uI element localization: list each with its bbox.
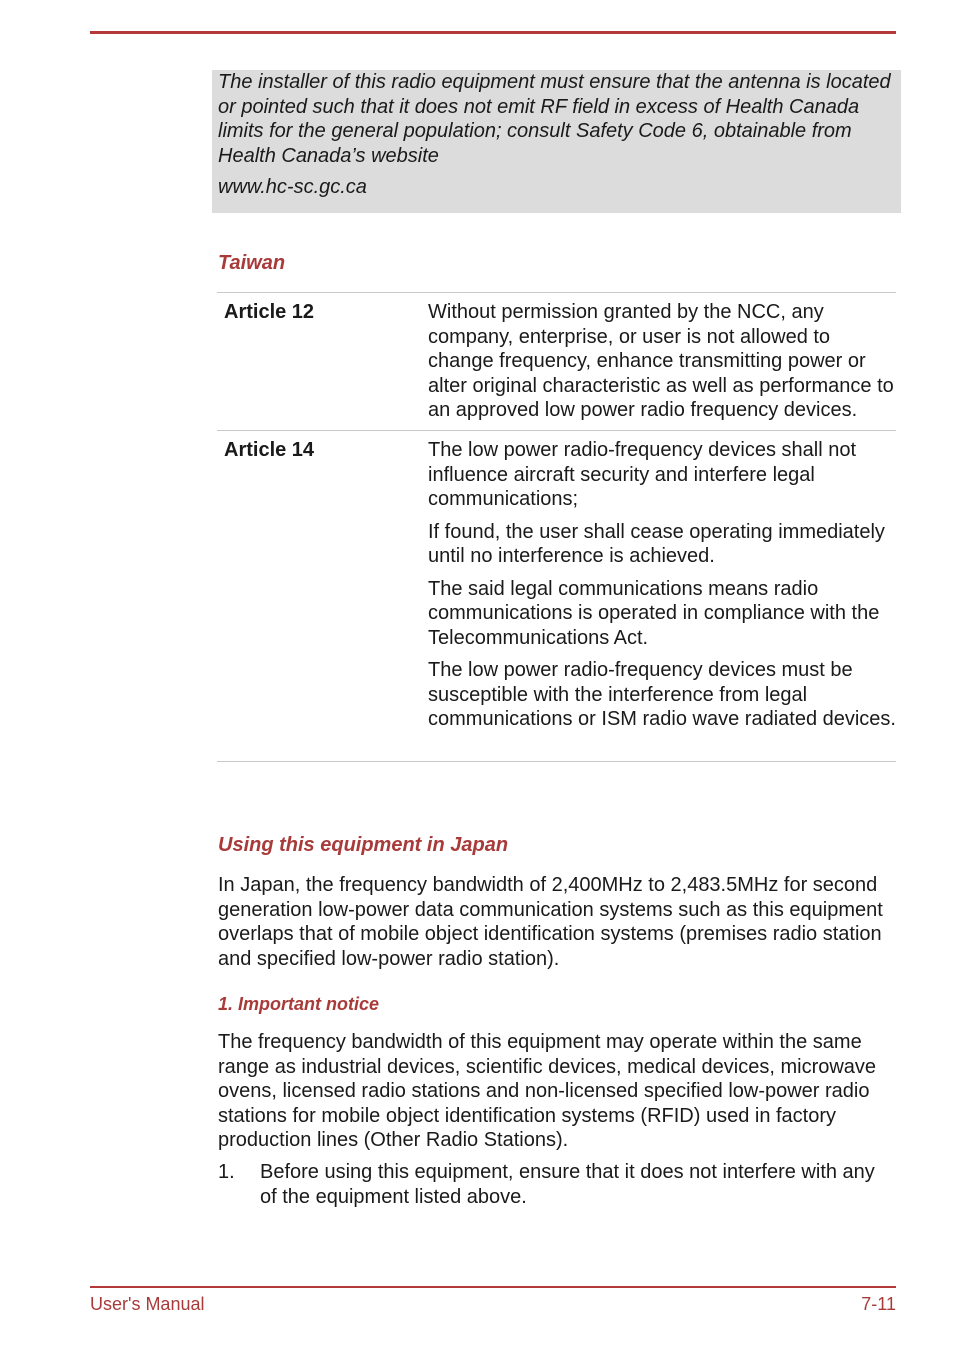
note-url: www.hc-sc.gc.ca xyxy=(218,176,367,198)
list-number: 1. xyxy=(218,1161,235,1183)
table-row xyxy=(217,430,896,762)
section-heading-japan: Using this equipment in Japan xyxy=(218,834,509,856)
article-label: Article 14 xyxy=(224,439,315,461)
article-paragraph: The said legal communications means radio communications is operated in compliance with the Telecommunications Act. xyxy=(428,577,880,649)
header-rule xyxy=(90,31,896,34)
article-paragraph: The low power radio-frequency devices shall not influence aircraft security and interfere legal communications; xyxy=(428,439,856,510)
article-body xyxy=(428,300,898,431)
subsection-heading-important-notice: 1. Important notice xyxy=(218,994,380,1014)
notice-paragraph: The frequency bandwidth of this equipment may operate within the same range as industrial devices, scientific devices, medical devices, microwave ovens, licensed radio stations and non-licensed specified low-power radio stations for mobile object identification systems (RFID) used in factory production lines (Other Radio Stations). xyxy=(218,1031,877,1151)
article-paragraph: Without permission granted by the NCC, any company, enterprise, or user is not allowed to change frequency, enhance transmitting power or alter original characteristic as well as performance to an approved low power radio frequency devices. xyxy=(428,301,894,421)
japan-paragraph: In Japan, the frequency bandwidth of 2,400MHz to 2,483.5MHz for second generation low-power data communication systems such as this equipment overlaps that of mobile object identification systems (premises radio station and specified low-power radio station). xyxy=(218,874,883,970)
taiwan-articles-table xyxy=(217,292,896,762)
article-paragraph: If found, the user shall cease operating immediately until no interference is achieved. xyxy=(428,520,885,567)
article-label: Article 12 xyxy=(224,301,315,323)
table-row xyxy=(217,292,896,430)
note-text: The installer of this radio equipment must ensure that the antenna is located or pointed such that it does not emit RF field in excess of Health Canada limits for the general population; consult Safety Code 6, obtainable from Health Canada’s website xyxy=(218,71,891,167)
footer-manual-title: User's Manual xyxy=(90,1294,205,1314)
list-text: Before using this equipment, ensure that it does not interfere with any of the equipment listed above. xyxy=(260,1161,875,1208)
article-body xyxy=(428,438,898,740)
article-paragraph: The low power radio-frequency devices must be susceptible with the interference from legal communications or ISM radio wave radiated devices. xyxy=(428,659,896,730)
footer-page-number: 7-11 xyxy=(861,1294,896,1314)
section-heading-taiwan: Taiwan xyxy=(218,252,286,274)
footer-rule xyxy=(90,1286,896,1288)
